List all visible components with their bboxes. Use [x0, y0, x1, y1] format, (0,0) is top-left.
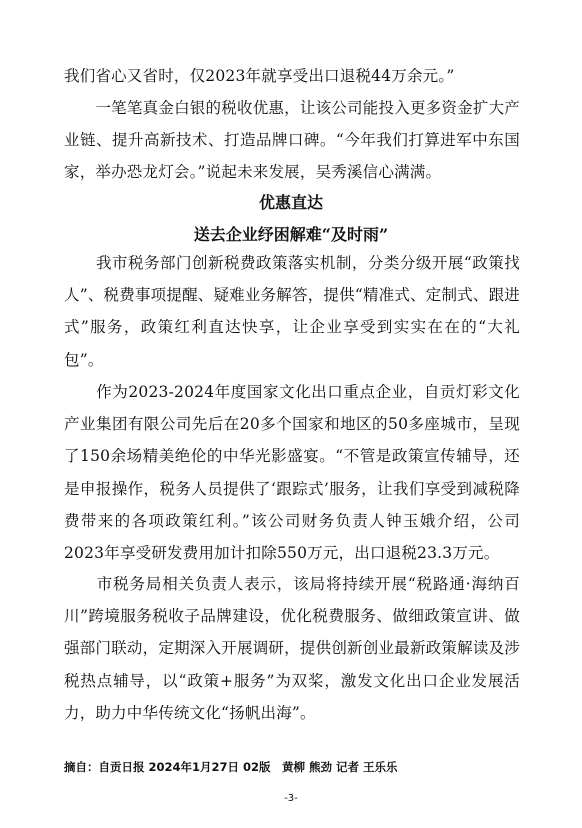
- source-citation: 摘自：自贡日报 2024年1月27日 02版 黄柳 熊劲 记者 王乐乐: [64, 760, 398, 774]
- paragraph-5: 市税务局相关负责人表示，该局将持续开展“税路通·海纳百川”跨境服务税收子品牌建设，优化税费服务、做细政策宣讲、做强部门联动，定期深入开展调研，提供创新创业最新政策解读及涉税热点辅导，以“政策+服务”为双桨，激发文化出口企业发展活力，助力中华传统文化“扬帆出海”。: [64, 575, 520, 722]
- paragraph-2: 一笔笔真金白银的税收优惠，让该公司能投入更多资金扩大产业链、提升高新技术、打造品牌口碑。“今年我们打算进军中东国家，举办恐龙灯会。”说起未来发展，吴秀溪信心满满。: [64, 99, 520, 182]
- paragraph-3: 我市税务部门创新税费政策落实机制，分类分级开展“政策找人”、税费事项提醒、疑难业务解答，提供“精准式、定制式、跟进式”服务，政策红利直达快享，让企业享受到实实在在的“大礼包”。: [64, 254, 520, 369]
- paragraph-1: 我们省心又省时，仅2023年就享受出口退税44万余元。”: [64, 67, 455, 85]
- section-subtitle: 送去企业纾困解难“及时雨”: [193, 225, 389, 244]
- section-heading: 优惠直达: [258, 193, 323, 212]
- page-number: -3-: [284, 793, 298, 804]
- paragraph-4: 作为2023-2024年度国家文化出口重点企业，自贡灯彩文化产业集团有限公司先后在20多个国家和地区的50多座城市，呈现了150余场精美绝伦的中华光影盛宴。“不管是政策宣传辅导，还是申报操作，税务人员提供了‘跟踪式’服务，让我们享受到减税降费带来的各项政策红利。”该公司财务负责人钟玉娥介绍，公司2023年享受研发费用加计扣除550万元，出口退税23.3万元。: [64, 383, 520, 563]
